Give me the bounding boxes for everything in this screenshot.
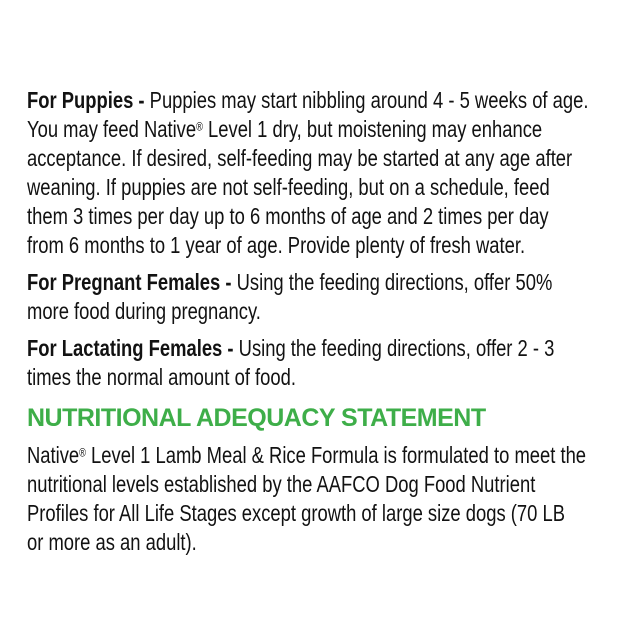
- text-line: from 6 months to 1 year of age. Provide plenty of fresh water.: [27, 232, 526, 258]
- text-run: Using the feeding directions, offer 2 - 3: [238, 335, 555, 361]
- section-lead-label: For Puppies -: [27, 87, 145, 113]
- text-line: nutritional levels established by the AAFCO Dog Food Nutrient: [27, 471, 536, 497]
- feeding-paragraph-lactating-females: [27, 334, 555, 392]
- text-line: them 3 times per day up to 6 months of age and 2 times per day: [27, 203, 549, 229]
- text-line: weaning. If puppies are not self-feeding, but on a schedule, feed: [27, 174, 550, 200]
- text-line: Native® Level 1 Lamb Meal & Rice Formula is formulated to meet the: [27, 442, 587, 468]
- aafco-statement-paragraph: [27, 441, 587, 557]
- text-line: [27, 334, 555, 363]
- text-line: acceptance. If desired, self-feeding may be started at any age after: [27, 145, 573, 171]
- section-lead-label: For Pregnant Females -: [27, 269, 232, 295]
- feeding-paragraph-pregnant-females: [27, 268, 553, 326]
- text-line: more food during pregnancy.: [27, 298, 261, 324]
- text-line: You may feed Native® Level 1 dry, but moistening may enhance: [27, 116, 543, 142]
- section-lead-label: For Lactating Females -: [27, 335, 234, 361]
- label-text-content: [27, 86, 633, 565]
- text-line: or more as an adult).: [27, 529, 197, 555]
- text-line: [27, 268, 553, 297]
- text-line: Profiles for All Life Stages except growth of large size dogs (70 LB: [27, 500, 565, 526]
- text-line: times the normal amount of food.: [27, 364, 296, 390]
- nutritional-adequacy-heading: NUTRITIONAL ADEQUACY STATEMENT: [27, 404, 486, 432]
- text-run: Using the feeding directions, offer 50%: [236, 269, 553, 295]
- feeding-paragraph-puppies: [27, 86, 589, 260]
- text-line: [27, 86, 589, 115]
- text-run: Puppies may start nibbling around 4 - 5 weeks of age.: [149, 87, 589, 113]
